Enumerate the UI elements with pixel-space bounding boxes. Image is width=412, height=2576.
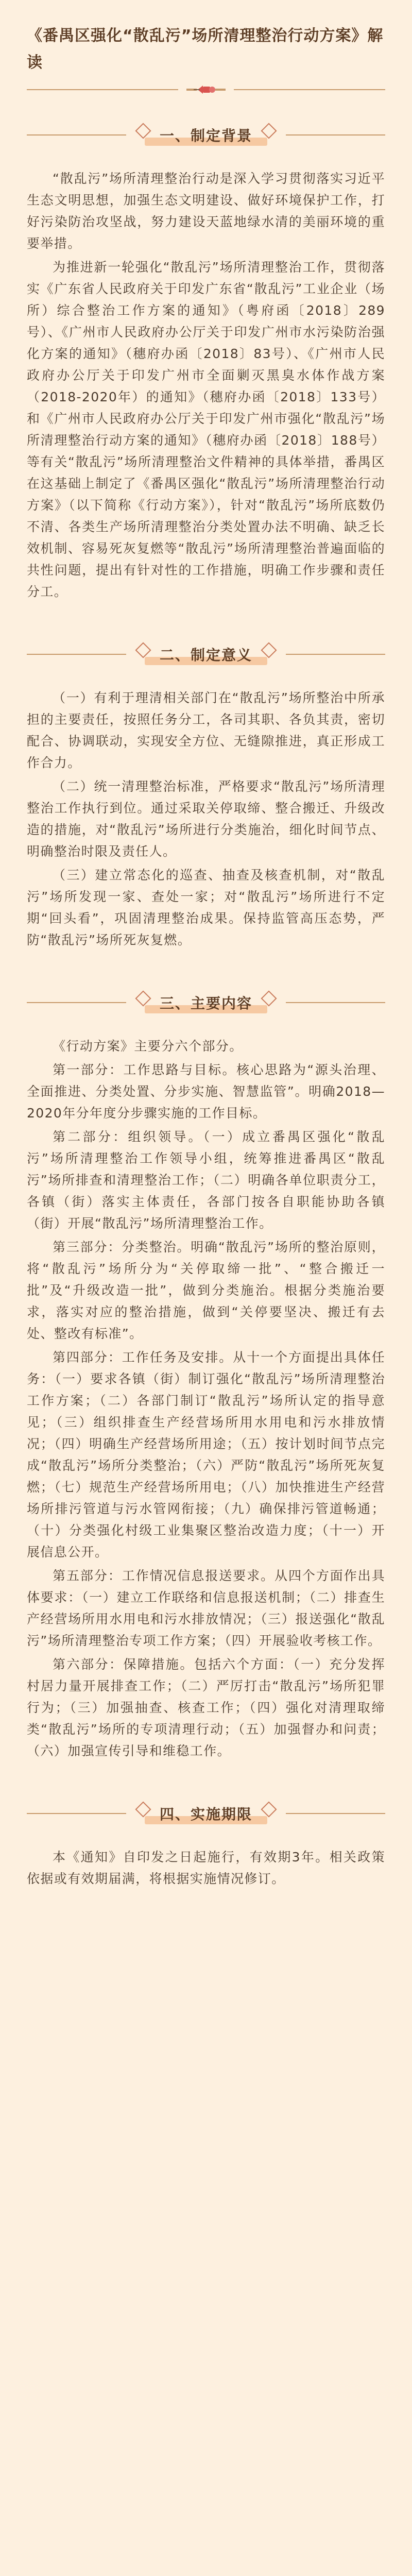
- section-heading: 四、实施期限: [159, 1806, 252, 1823]
- divider-line-left: [27, 89, 178, 90]
- paragraph: 第三部分：分类整治。明确“散乱污”场所的整治原则，将“散乱污”场所分为“关停取缔一批”、“整合搬迁一批”及“升级改造一批”，做到分类施治。根据分类施治要求，落实对应的整治措施，做到“关停要坚决、搬迁有去处、整改有标准”。: [27, 1240, 385, 1341]
- section-3: [27, 987, 385, 1762]
- paragraph: 第六部分：保障措施。包括六个方面：（一）充分发挥村居力量开展排查工作；（二）严厉打击“散乱污”场所犯罪行为；（三）加强抽查、核查工作；（四）强化对清理取缔类“散乱污”场所的专项清理行动；（五）加强督办和问责；（六）加强宣传引导和维稳工作。: [27, 1657, 385, 1758]
- paragraph: 《行动方案》主要分六个部分。: [53, 1039, 243, 1054]
- heading-line-left: [27, 654, 126, 655]
- heading-line-left: [27, 134, 126, 135]
- paragraph: 本《通知》自印发之日起施行，有效期3年。相关政策依据或有效期届满，将根据实施情况修订。: [27, 1850, 385, 1886]
- section-heading-bar: [27, 1798, 385, 1829]
- diamond-icon: [135, 123, 151, 139]
- diamond-icon: [261, 642, 277, 658]
- section-heading: 一、制定背景: [159, 127, 252, 144]
- title-divider: [27, 83, 385, 96]
- diamond-icon: [135, 1801, 151, 1817]
- paragraph: 第一部分：工作思路与目标。核心思路为“源头治理、全面推进、分类处置、分步实施、智慧监管”。明确2018—2020年分年度分步骤实施的工作目标。: [27, 1062, 385, 1121]
- heading-line-right: [286, 654, 385, 655]
- heading-badge: [126, 989, 286, 1016]
- paragraph: （三）建立常态化的巡查、抽查及核查机制，对“散乱污”场所发现一家、查处一家；对“散乱污”场所进行不定期“回头看”，巩固清理整治成果。保持监管高压态势，严防“散乱污”场所死灰复燃。: [27, 868, 385, 947]
- section-heading-bar: [27, 639, 385, 670]
- heading-badge: [126, 1800, 286, 1827]
- paragraph: 为推进新一轮强化“散乱污”场所清理整治工作，贯彻落实《广东省人民政府关于印发广东省“散乱污”工业企业（场所）综合整治工作方案的通知》（粤府函〔2018〕289号）、《广州市人民政府办公厅关于印发广州市水污染防治强化方案的通知》（穗府办函〔2018〕83号）、《广州市人民政府办公厅关于印发广州市全面剿灭黑臭水体作战方案（2018-2020年）的通知》（穗府办函〔2018〕133号）和《广州市人民政府办公厅关于印发广州市强化“散乱污”场所清理整治行动方案的通知》（穗府办函〔2018〕188号）等有关“散乱污”场所清理整治文件精神的具体举措，番禺区在这基础上制定了《番禺区强化“散乱污”场所清理整治行动方案》（以下简称《行动方案》），针对“散乱污”场所底数仍不清、各类生产场所清理整治分类处置办法不明确、缺乏长效机制、容易死灰复燃等“散乱污”场所清理整治普遍面临的共性问题，提出有针对性的工作措施，明确工作步骤和责任分工。: [27, 260, 385, 599]
- paragraph: 第五部分：工作情况信息报送要求。从四个方面作出具体要求：（一）建立工作联络和信息报送机制；（二）排查生产经营场所用水用电和污水排放情况；（三）报送强化“散乱污”场所清理整治专项工作方案；（四）开展验收考核工作。: [27, 1568, 385, 1648]
- diamond-icon: [261, 1801, 277, 1817]
- heading-badge: [126, 640, 286, 668]
- push-pin-icon: [185, 83, 227, 96]
- section-heading: 二、制定意义: [159, 647, 252, 664]
- page-title: 《番禺区强化“散乱污”场所清理整治行动方案》解读: [27, 27, 384, 72]
- paragraph: “散乱污”场所清理整治行动是深入学习贯彻落实习近平生态文明思想，加强生态文明建设、做好环境保护工作，打好污染防治攻坚战，努力建设天蓝地绿水清的美丽环境的重要举措。: [27, 171, 385, 251]
- diamond-icon: [135, 642, 151, 658]
- paragraph: 第四部分：工作任务及安排。从十一个方面提出具体任务：（一）要求各镇（街）制订强化“散乱污”场所清理整治工作方案；（二）各部门制订“散乱污”场所认定的指导意见；（三）组织排查生产经营场所用水用电和污水排放情况；（四）明确生产经营场所用途；（五）按计划时间节点完成“散乱污”场所分类整治；（六）严防“散乱污”场所死灰复燃；（七）规范生产经营场所用电；（八）加快推进生产经营场所排污管道与污水管网衔接；（九）确保排污管道畅通；（十）分类强化村级工业集聚区整治改造力度；（十一）开展信息公开。: [27, 1350, 385, 1560]
- divider-line-right: [234, 89, 385, 90]
- heading-line-left: [27, 1813, 126, 1814]
- diamond-icon: [261, 990, 277, 1006]
- paragraph: 第二部分：组织领导。（一）成立番禺区强化“散乱污”场所清理整治工作领导小组，统筹推进番禺区“散乱污”场所排查和清理整治工作；（二）明确各单位职责分工，各镇（街）落实主体责任，各部门按各自职能协助各镇（街）开展“散乱污”场所清理整治工作。: [27, 1129, 385, 1231]
- diamond-icon: [261, 123, 277, 139]
- heading-line-left: [27, 1002, 126, 1003]
- section-heading-bar: [27, 987, 385, 1018]
- paragraph: （一）有利于理清相关部门在“散乱污”场所整治中所承担的主要责任，按照任务分工，各司其职、各负其责，密切配合、协调联动，实现安全方位、无缝隙推进，真正形成工作合力。: [27, 690, 385, 770]
- section-heading-bar: [27, 120, 385, 150]
- section-2: [27, 639, 385, 951]
- heading-badge: [126, 121, 286, 149]
- paragraph: （二）统一清理整治标准，严格要求“散乱污”场所清理整治工作执行到位。通过采取关停取缔、整合搬迁、升级改造的措施，对“散乱污”场所进行分类施治，细化时间节点、明确整治时限及责任人。: [27, 779, 385, 859]
- diamond-icon: [135, 990, 151, 1006]
- heading-line-right: [286, 1813, 385, 1814]
- section-4: [27, 1798, 385, 1890]
- heading-line-right: [286, 1002, 385, 1003]
- section-1: [27, 120, 385, 603]
- section-heading: 三、主要内容: [159, 995, 252, 1012]
- heading-line-right: [286, 134, 385, 135]
